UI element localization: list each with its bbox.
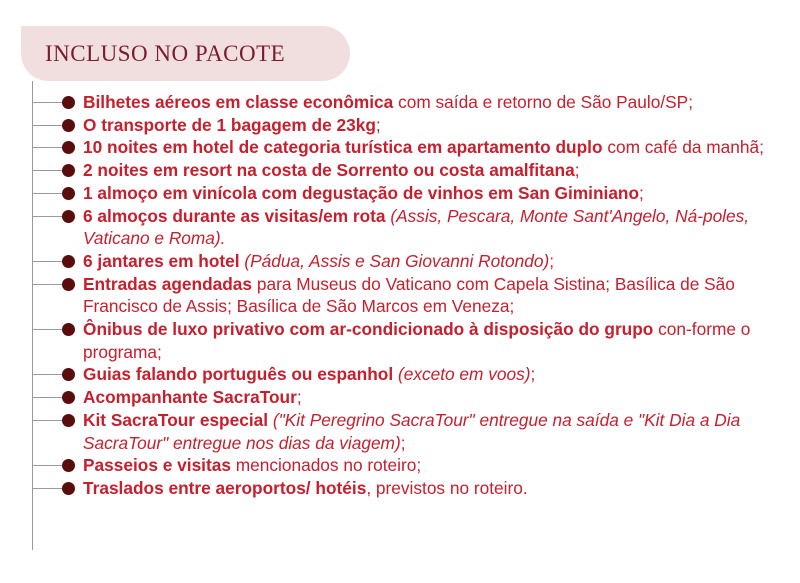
item-text: , previstos no roteiro. — [366, 477, 528, 498]
bullet-icon — [62, 323, 75, 336]
list-item — [32, 409, 777, 454]
bullet-icon — [62, 278, 75, 291]
branch-line — [32, 284, 62, 285]
list-item — [32, 159, 777, 182]
item-bold-text: 2 noites em resort na costa de Sorrento ou costa amalfitana — [83, 160, 575, 181]
item-bold-text: Ônibus de luxo privativo com ar-condicionado à disposição do grupo — [83, 319, 654, 340]
bullet-icon — [62, 164, 75, 177]
branch-line — [32, 488, 62, 489]
item-bold-text: 6 almoços durante as visitas/em rota — [83, 205, 386, 226]
item-bold-text: O transporte de 1 bagagem de 23kg — [83, 114, 376, 135]
list-item — [32, 250, 777, 273]
item-tail-text: ; — [400, 432, 406, 453]
bullet-icon — [62, 459, 75, 472]
item-text: mencionados no roteiro; — [230, 455, 422, 476]
list-item — [32, 477, 777, 500]
item-bold-text: Passeios e visitas — [83, 455, 231, 476]
list-item — [32, 91, 777, 114]
branch-line — [32, 147, 62, 148]
item-text: para Museus do Vaticano com Capela Sistina; Basílica de São Francisco de Assis; Basílica de São Marcos em Veneza; — [83, 273, 735, 317]
list-item — [32, 363, 777, 386]
item-text: com café da manhã; — [602, 137, 764, 158]
section-title: INCLUSO NO PACOTE — [45, 40, 286, 66]
bullet-icon — [62, 414, 75, 427]
item-text: con-forme o programa; — [83, 319, 751, 362]
branch-line — [32, 420, 62, 421]
list-item — [32, 318, 777, 363]
item-text: ; — [639, 182, 644, 203]
item-italic-text: ("Kit Peregrino SacraTour" entregue na saída e "Kit Dia a Dia SacraTour" entregue nos dias da viagem) — [83, 409, 741, 453]
branch-line — [32, 170, 62, 171]
bullet-icon — [62, 391, 75, 404]
item-bold-text: 6 jantares em hotel — [83, 250, 240, 271]
list-item — [32, 136, 777, 159]
bullet-icon — [62, 368, 75, 381]
item-tail-text: ; — [549, 250, 555, 271]
item-bold-text: Traslados entre aeroportos/ hotéis — [83, 477, 367, 498]
list-item — [32, 205, 777, 250]
branch-line — [32, 193, 62, 194]
item-bold-text: Entradas agendadas — [83, 273, 253, 294]
item-bold-text: Bilhetes aéreos em classe econômica — [83, 92, 394, 112]
branch-line — [32, 397, 62, 398]
item-bold-text: Kit SacraTour especial — [83, 409, 269, 430]
list-item — [32, 386, 777, 409]
item-text: com saída e retorno de São Paulo/SP; — [393, 92, 694, 112]
bullet-icon — [62, 119, 75, 132]
branch-line — [32, 465, 62, 466]
branch-line — [32, 374, 62, 375]
item-italic-text: (Assis, Pescara, Monte Sant'Angelo, Ná-poles, Vaticano e Roma). — [83, 205, 750, 249]
item-bold-text: 10 noites em hotel de categoria turística em apartamento duplo — [83, 137, 603, 158]
bullet-icon — [62, 255, 75, 268]
list-item — [32, 454, 777, 477]
branch-line — [32, 125, 62, 126]
branch-line — [32, 261, 62, 262]
item-italic-text: (Pádua, Assis e San Giovanni Rotondo) — [244, 250, 550, 271]
item-bold-text: Acompanhante SacraTour — [83, 387, 297, 408]
bullet-icon — [62, 187, 75, 200]
bullet-icon — [62, 210, 75, 223]
item-text: ; — [375, 114, 381, 135]
item-tail-text: ; — [530, 364, 536, 385]
branch-line — [32, 102, 62, 103]
item-italic-text: (exceto em voos) — [397, 364, 531, 385]
inclusions-list — [32, 91, 777, 500]
bullet-icon — [62, 141, 75, 154]
list-item — [32, 182, 777, 205]
item-bold-text: 1 almoço em vinícola com degustação de vinhos em San Giminiano — [83, 182, 640, 203]
section-header — [21, 26, 350, 81]
item-text: ; — [574, 160, 580, 181]
item-bold-text: Guias falando português ou espanhol — [83, 364, 394, 385]
item-text: ; — [296, 387, 302, 408]
bullet-icon — [62, 96, 75, 109]
bullet-icon — [62, 482, 75, 495]
list-item — [32, 114, 777, 137]
branch-line — [32, 329, 62, 330]
branch-line — [32, 216, 62, 217]
list-item — [32, 273, 777, 318]
